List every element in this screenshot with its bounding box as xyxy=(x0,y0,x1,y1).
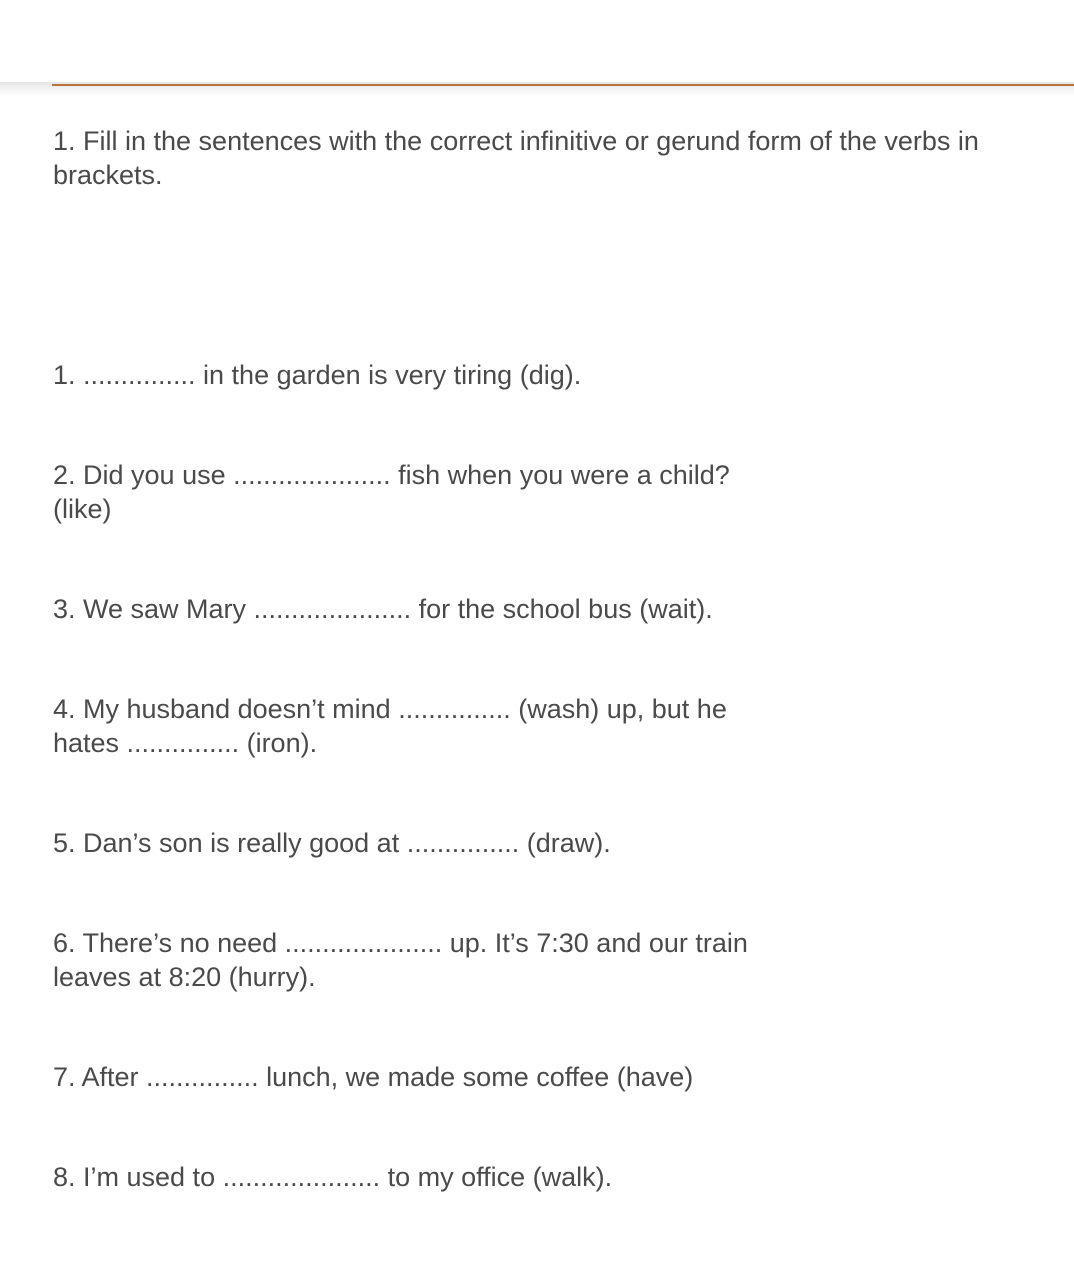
sentence-5: 5. Dan’s son is really good at ............... (draw). xyxy=(53,828,611,858)
sentence-6-continuation: leaves at 8:20 (hurry). xyxy=(53,962,316,992)
sentence-2: 2. Did you use ..................... fish when you were a child? xyxy=(53,460,730,490)
header-divider xyxy=(52,84,1074,86)
sentence-8: 8. I’m used to ..................... to my office (walk). xyxy=(53,1162,613,1192)
exercise-instructions: 1. Fill in the sentences with the correct infinitive or gerund form of the verbs in brackets. xyxy=(53,126,979,190)
sentence-2-continuation: (like) xyxy=(53,494,112,524)
sentence-3: 3. We saw Mary ..................... for the school bus (wait). xyxy=(53,594,713,624)
sentence-1: 1. ............... in the garden is very tiring (dig). xyxy=(53,360,582,390)
sentence-4-continuation: hates ............... (iron). xyxy=(53,728,318,758)
sentence-7: 7. After ............... lunch, we made some coffee (have) xyxy=(53,1062,694,1092)
sentence-4: 4. My husband doesn’t mind ............... (wash) up, but he xyxy=(53,694,727,724)
sentence-6: 6. There’s no need ..................... up. It’s 7:30 and our train xyxy=(53,928,748,958)
